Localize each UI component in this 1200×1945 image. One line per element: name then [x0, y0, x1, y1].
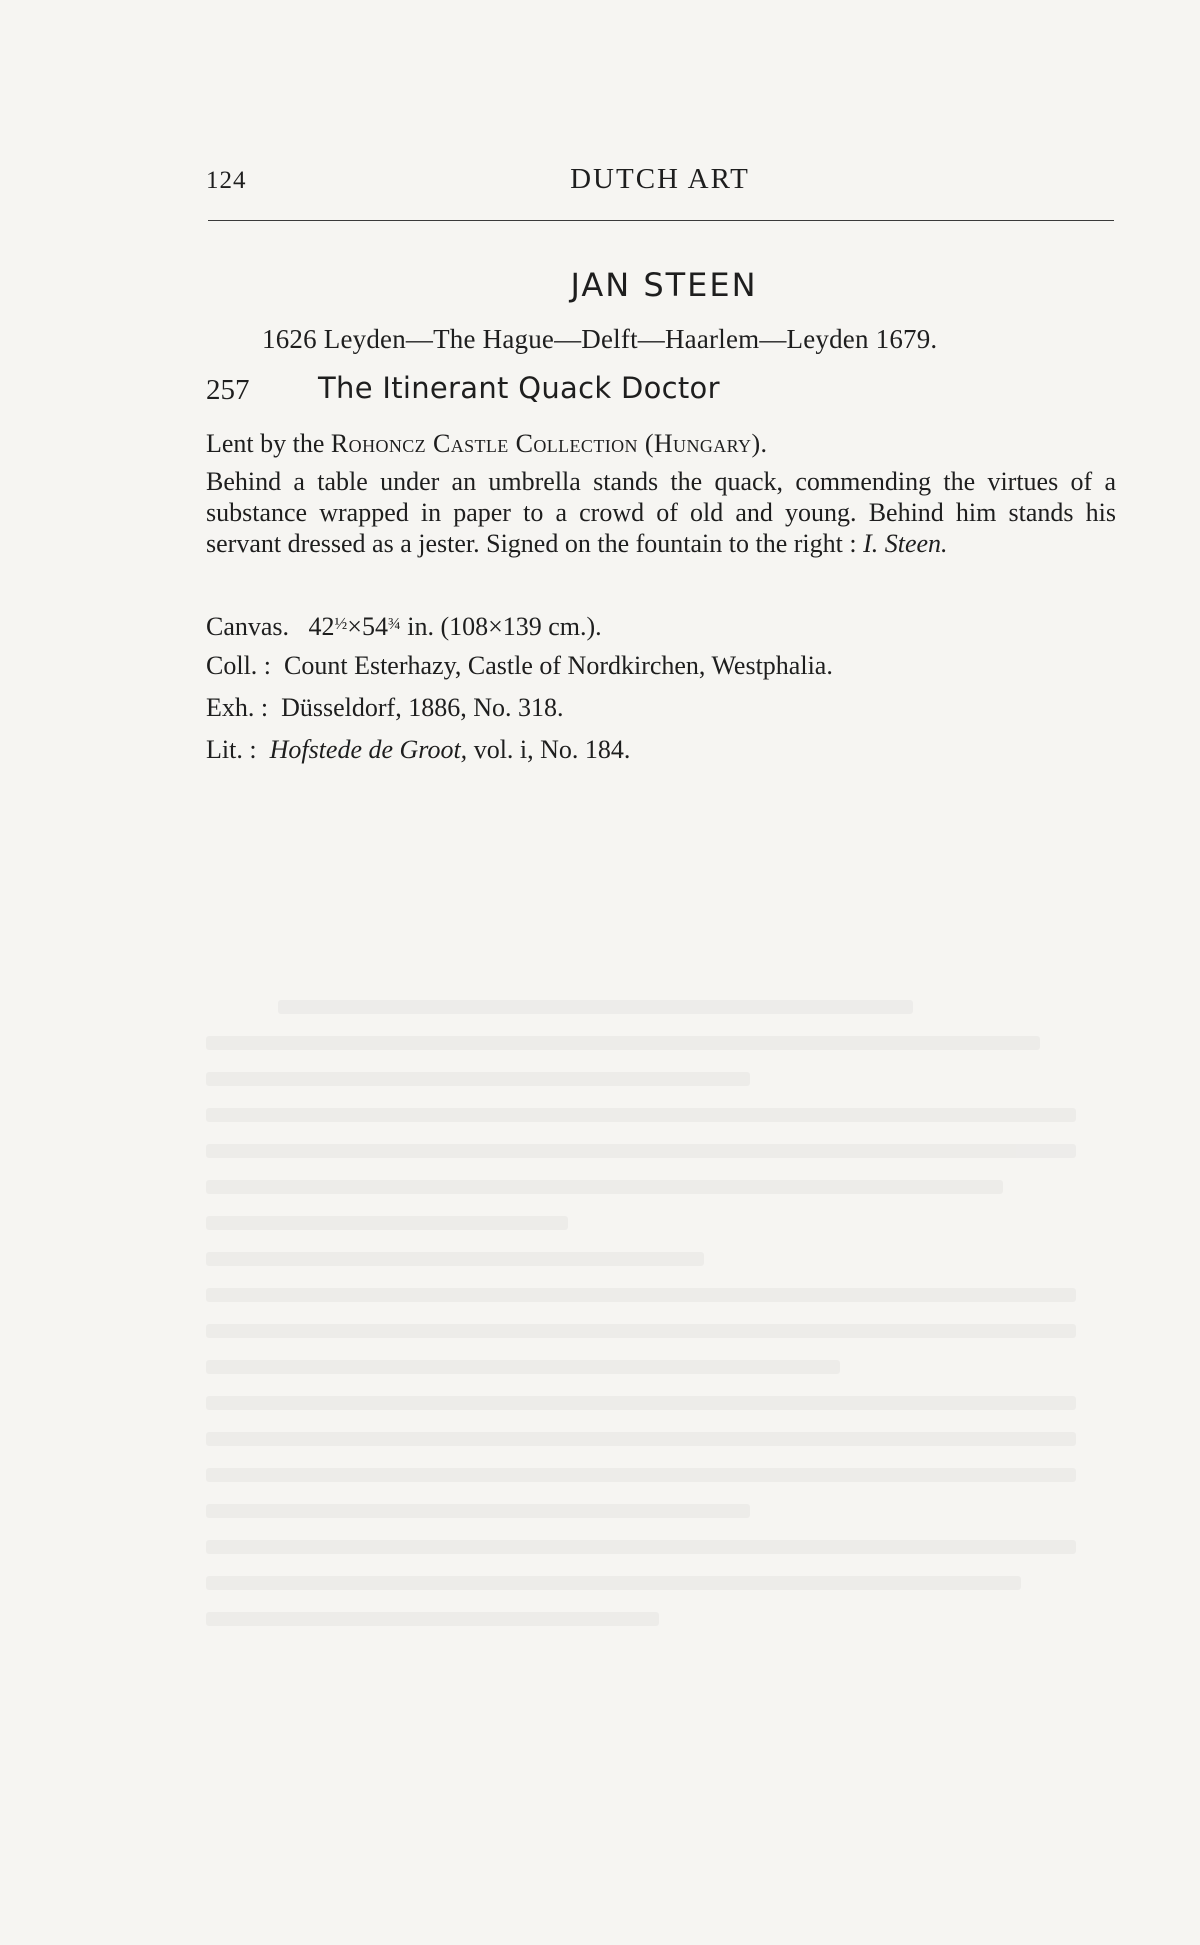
page-number: 124 — [206, 167, 247, 194]
artist-heading: JAN STEEN — [570, 266, 758, 304]
lit-author: Hofstede de Groot, — [269, 735, 468, 764]
entry-number: 257 — [206, 374, 250, 406]
lit-label: Lit. : — [206, 735, 257, 764]
lent-prefix: Lent by the — [206, 429, 331, 458]
collection-line — [206, 650, 1116, 681]
header-rule — [208, 220, 1114, 221]
lit-text: vol. i, No. 184. — [467, 735, 631, 764]
canvas-rest: in. (108×139 cm.). — [400, 612, 602, 641]
running-title: DUTCH ART — [570, 163, 750, 195]
entry-title: The Itinerant Quack Doctor — [318, 371, 720, 405]
lent-suffix: . — [760, 429, 768, 458]
description-text: Behind a table under an umbrella stands the quack, commending the virtues of a substance wrapped in paper to a crowd of old and young. Behind him stands his servant dressed as a jester. Signed on the fountain to the right : — [206, 467, 1116, 558]
canvas-height-whole: 54 — [361, 612, 388, 641]
canvas-width-whole: 42 — [308, 612, 335, 641]
exh-label: Exh. : — [206, 693, 269, 722]
exh-text: Düsseldorf, 1886, No. 318. — [281, 693, 564, 722]
canvas-dimensions — [206, 608, 1116, 642]
canvas-height-fraction: ¾ — [387, 614, 401, 633]
artist-dates: 1626 Leyden—The Hague—Delft—Haarlem—Leyden 1679. — [262, 324, 938, 354]
lent-owner: Rohoncz Castle Collection (Hungary) — [330, 429, 761, 458]
coll-label: Coll. : — [206, 651, 272, 680]
canvas-label: Canvas. — [206, 612, 290, 641]
exhibition-line — [206, 692, 1116, 723]
signature: I. Steen. — [863, 529, 948, 558]
canvas-times: × — [347, 612, 362, 641]
running-head — [206, 163, 1114, 197]
coll-text: Count Esterhazy, Castle of Nordkirchen, Westphalia. — [284, 651, 833, 680]
description — [206, 466, 1116, 559]
lent-by-line — [206, 428, 1116, 459]
show-through-texture — [206, 1000, 1112, 1740]
canvas-width-fraction: ½ — [334, 614, 348, 633]
literature-line — [206, 734, 1116, 765]
